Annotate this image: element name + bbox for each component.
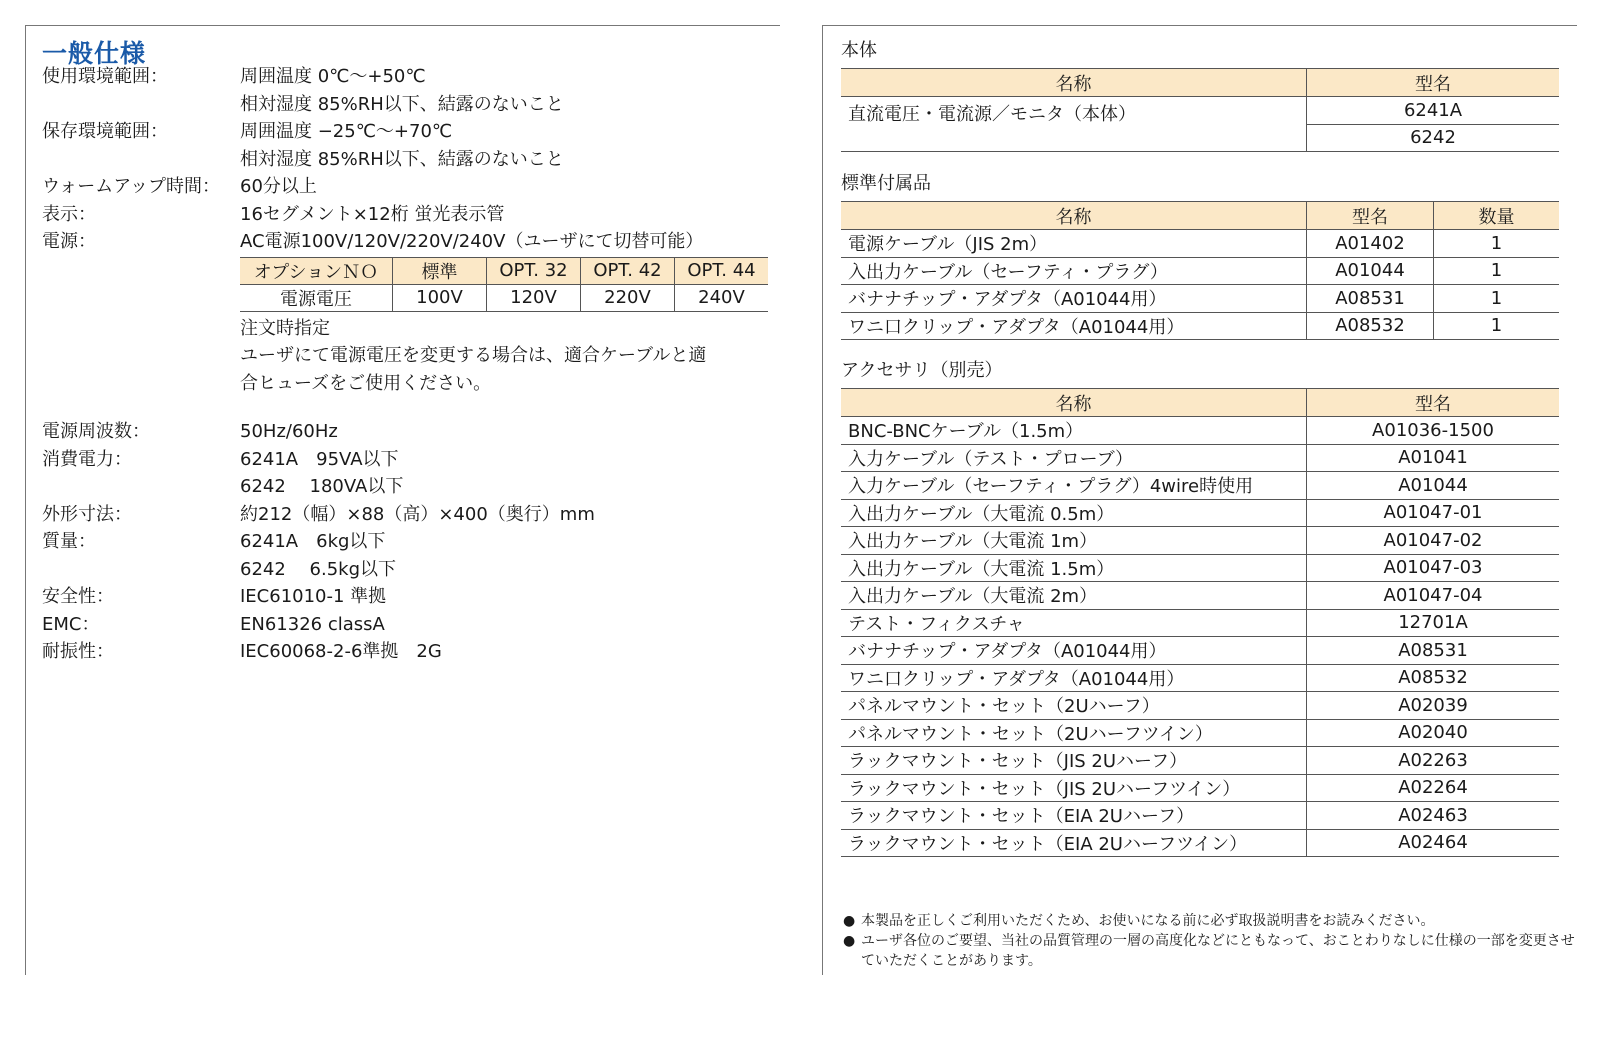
accessory-model: A01044 — [1307, 472, 1560, 500]
spec-label: 表示： — [42, 203, 96, 225]
spec-value: 6241A 95VA以下 — [240, 448, 399, 470]
spec-value: 相対湿度 85%RH以下、結露のないこと — [240, 148, 564, 170]
spec-row — [42, 418, 777, 446]
spec-value: EN61326 classA — [240, 613, 385, 635]
power-note — [42, 370, 777, 398]
spec-label: 消費電力： — [42, 448, 132, 470]
table-row — [841, 747, 1559, 775]
note-item — [841, 911, 1581, 931]
accessory-name: 入力ケーブル（テスト・プローブ） — [841, 444, 1307, 472]
product-name: 直流電圧・電流源／モニタ（本体） — [841, 97, 1307, 152]
spec-label: EMC： — [42, 613, 100, 635]
accessory-name: 入出力ケーブル（セーフティ・プラグ） — [841, 257, 1307, 285]
table-row — [841, 97, 1559, 125]
standard-accessories-title: 標準付属品 — [841, 173, 931, 194]
accessory-name: 入出力ケーブル（大電流 1m） — [841, 527, 1307, 555]
spec-row — [42, 556, 777, 584]
spec-row — [42, 446, 777, 474]
spec-row — [42, 173, 777, 201]
column-header: OPT. 32 — [487, 257, 581, 284]
column-header-name: 名称 — [841, 389, 1307, 417]
accessory-model: A02263 — [1307, 747, 1560, 775]
accessory-model: A01036-1500 — [1307, 417, 1560, 445]
spec-value: 約212（幅）×88（高）×400（奥行）mm — [240, 503, 595, 525]
accessory-name: BNC-BNCケーブル（1.5m） — [841, 417, 1307, 445]
spec-label: 耐振性： — [42, 641, 114, 662]
accessory-name: ワニ口クリップ・アダプタ（A01044用） — [841, 312, 1307, 340]
power-note-text: 注文時指定 — [240, 317, 330, 339]
spec-row — [42, 611, 777, 639]
model-number: 6241A — [1307, 97, 1560, 125]
column-header-model: 型名 — [1307, 202, 1434, 230]
spec-row — [42, 583, 777, 611]
power-note — [42, 315, 777, 343]
column-header: オプションＮＯ — [240, 257, 393, 284]
table-row — [841, 582, 1559, 610]
table-row — [841, 664, 1559, 692]
column-header: OPT. 44 — [675, 257, 769, 284]
spec-value: 6242 6.5kg以下 — [240, 558, 397, 580]
spec-value: 6241A 6kg以下 — [240, 531, 386, 552]
spec-row — [42, 146, 777, 174]
spec-row — [42, 638, 777, 666]
accessory-model: A01047-03 — [1307, 554, 1560, 582]
accessory-name: 入出力ケーブル（大電流 2m） — [841, 582, 1307, 610]
model-number: 6242 — [1307, 124, 1560, 152]
table-row — [841, 285, 1559, 313]
power-option-table — [240, 257, 768, 312]
table-row — [841, 257, 1559, 285]
accessory-name: テスト・フィクスチャ — [841, 609, 1307, 637]
spec-label: 外形寸法： — [42, 503, 132, 525]
spec-value: 周囲温度 −25℃〜+70℃ — [240, 121, 453, 142]
spec-label: 使用環境範囲： — [42, 66, 168, 87]
table-row — [841, 499, 1559, 527]
column-header: OPT. 42 — [581, 257, 675, 284]
spec-row — [42, 201, 777, 229]
table-row — [841, 637, 1559, 665]
spec-value: 周囲温度 0℃〜+50℃ — [240, 66, 426, 87]
spec-value: 6242 180VA以下 — [240, 476, 404, 497]
accessory-name: ラックマウント・セット（JIS 2Uハーフツイン） — [841, 774, 1307, 802]
accessory-quantity: 1 — [1434, 312, 1560, 340]
accessory-model: A08531 — [1307, 285, 1434, 313]
accessory-model: A08531 — [1307, 637, 1560, 665]
accessory-quantity: 1 — [1434, 257, 1560, 285]
table-cell: 240V — [675, 284, 769, 311]
spec-row — [42, 528, 777, 556]
spec-label: 安全性： — [42, 586, 114, 607]
accessory-name: ラックマウント・セット（EIA 2Uハーフツイン） — [841, 829, 1307, 857]
accessory-quantity: 1 — [1434, 230, 1560, 258]
table-row — [240, 284, 768, 311]
accessory-model: A01402 — [1307, 230, 1434, 258]
general-spec-title: 一般仕様 — [42, 39, 147, 68]
accessory-model: A02264 — [1307, 774, 1560, 802]
spec-value: 相対湿度 85%RH以下、結露のないこと — [240, 93, 564, 115]
column-header: 標準 — [393, 257, 487, 284]
table-row — [841, 829, 1559, 857]
table-row — [841, 719, 1559, 747]
table-row — [841, 692, 1559, 720]
table-row — [841, 609, 1559, 637]
spec-label: 保存環境範囲： — [42, 121, 168, 142]
table-row — [841, 554, 1559, 582]
accessory-model: A01047-01 — [1307, 499, 1560, 527]
spec-label: 電源周波数： — [42, 421, 150, 442]
table-cell: 100V — [393, 284, 487, 311]
spec-label: 質量： — [42, 531, 96, 552]
table-row — [841, 312, 1559, 340]
table-row — [841, 230, 1559, 258]
accessory-name: 入力ケーブル（セーフティ・プラグ）4wire時使用 — [841, 472, 1307, 500]
spec-label: 電源： — [42, 231, 96, 252]
bullet-icon: ● — [843, 933, 856, 949]
general-spec-panel — [25, 25, 780, 975]
accessory-model: A01047-02 — [1307, 527, 1560, 555]
spec-row — [42, 63, 777, 91]
table-row — [841, 802, 1559, 830]
accessory-model: 12701A — [1307, 609, 1560, 637]
spacer — [42, 397, 777, 418]
note-item — [841, 931, 1581, 971]
bullet-icon: ● — [843, 913, 856, 929]
spec-row — [42, 91, 777, 119]
spec-row — [42, 118, 777, 146]
spec-value: 16セグメント×12桁 蛍光表示管 — [240, 203, 505, 225]
accessory-model: A02040 — [1307, 719, 1560, 747]
product-info-panel — [822, 25, 1577, 975]
accessory-name: パネルマウント・セット（2Uハーフツイン） — [841, 719, 1307, 747]
spec-value: IEC61010-1 準拠 — [240, 586, 387, 607]
accessory-model: A01044 — [1307, 257, 1434, 285]
optional-accessories-title: アクセサリ（別売） — [841, 360, 1003, 381]
column-header-model: 型名 — [1307, 389, 1560, 417]
accessory-name: 入出力ケーブル（大電流 1.5m） — [841, 554, 1307, 582]
table-row — [841, 774, 1559, 802]
notes — [841, 911, 1581, 971]
accessory-quantity: 1 — [1434, 285, 1560, 313]
column-header-name: 名称 — [841, 202, 1307, 230]
spec-value: IEC60068-2-6準拠 2G — [240, 641, 442, 662]
accessory-model: A02464 — [1307, 829, 1560, 857]
power-note — [42, 342, 777, 370]
power-note-text: ユーザにて電源電圧を変更する場合は、適合ケーブルと適 — [240, 345, 707, 366]
table-cell: 220V — [581, 284, 675, 311]
spec-list — [42, 63, 777, 666]
accessory-name: 入出力ケーブル（大電流 0.5m） — [841, 499, 1307, 527]
table-row — [841, 472, 1559, 500]
spec-value: 50Hz/60Hz — [240, 421, 338, 442]
accessory-model: A08532 — [1307, 312, 1434, 340]
column-header-model: 型名 — [1307, 69, 1560, 97]
table-cell: 電源電圧 — [240, 284, 393, 311]
accessory-model: A01041 — [1307, 444, 1560, 472]
accessory-name: ラックマウント・セット（EIA 2Uハーフ） — [841, 802, 1307, 830]
spec-row — [42, 501, 777, 529]
accessory-model: A01047-04 — [1307, 582, 1560, 610]
spec-row — [42, 473, 777, 501]
spec-row — [42, 228, 777, 256]
standard-accessories-table — [841, 201, 1559, 340]
column-header-name: 名称 — [841, 69, 1307, 97]
main-unit-title: 本体 — [841, 40, 877, 61]
accessory-name: ワニ口クリップ・アダプタ（A01044用） — [841, 664, 1307, 692]
power-note-text: 合ヒューズをご使用ください。 — [240, 372, 492, 394]
accessory-name: 電源ケーブル（JIS 2m） — [841, 230, 1307, 258]
accessory-model: A08532 — [1307, 664, 1560, 692]
table-row — [841, 527, 1559, 555]
accessory-model: A02463 — [1307, 802, 1560, 830]
accessory-name: パネルマウント・セット（2Uハーフ） — [841, 692, 1307, 720]
table-row — [841, 417, 1559, 445]
note-text: ユーザ各位のご要望、当社の品質管理の一層の高度化などにともなって、おことわりなしに仕様の一部を変更させていただくことがあります。 — [861, 933, 1575, 969]
accessory-name: ラックマウント・セット（JIS 2Uハーフ） — [841, 747, 1307, 775]
accessory-name: バナナチップ・アダプタ（A01044用） — [841, 285, 1307, 313]
column-header-quantity: 数量 — [1434, 202, 1560, 230]
table-cell: 120V — [487, 284, 581, 311]
spec-label: ウォームアップ時間： — [42, 176, 221, 197]
spec-value: AC電源100V/120V/220V/240V（ユーザにて切替可能） — [240, 231, 704, 252]
table-row — [841, 444, 1559, 472]
spec-value: 60分以上 — [240, 176, 317, 197]
optional-accessories-table — [841, 388, 1559, 857]
note-text: 本製品を正しくご利用いただくため、お使いになる前に必ず取扱説明書をお読みください。 — [861, 913, 1435, 929]
accessory-name: バナナチップ・アダプタ（A01044用） — [841, 637, 1307, 665]
accessory-model: A02039 — [1307, 692, 1560, 720]
main-unit-table — [841, 68, 1559, 152]
